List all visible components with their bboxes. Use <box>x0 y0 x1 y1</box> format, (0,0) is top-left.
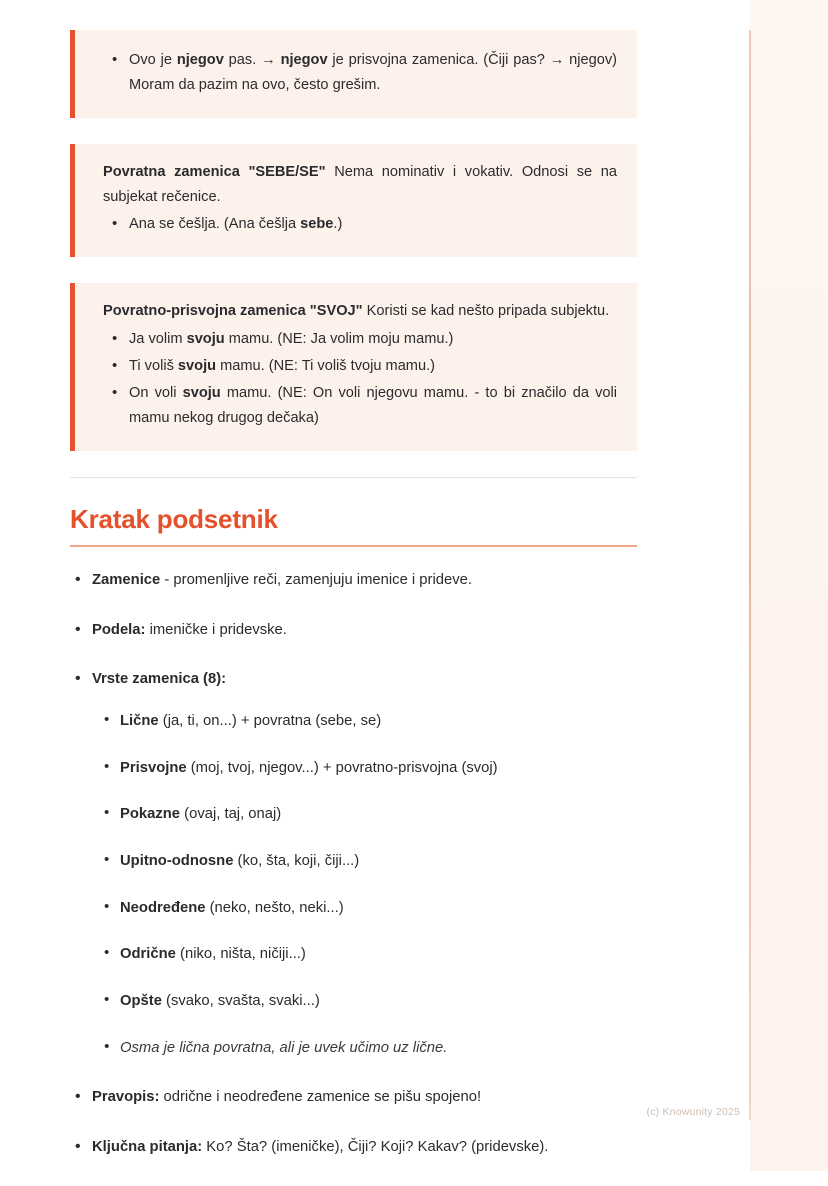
emphasis-text: sebe <box>300 216 334 233</box>
callout-lead-text <box>103 299 617 324</box>
body-text: (niko, ništa, ničiji...) <box>175 946 306 963</box>
emphasis-text: Opšte <box>120 992 162 1009</box>
list-item <box>120 850 670 874</box>
emphasis-text: njegov <box>280 52 328 68</box>
list-item <box>129 354 617 379</box>
callout-list <box>103 327 617 431</box>
emphasis-text: svoju <box>186 330 225 347</box>
body-text: je prisvojna zamenica. (Čiji pas? → njegov) Moram da pazim na ovo, često grešim. <box>129 52 618 94</box>
page-title: Kratak podsetnik <box>70 503 278 534</box>
callout-povratno-prisvojna-zamenica <box>70 283 637 450</box>
body-text: Ja volim <box>129 330 187 347</box>
emphasis-text: Neodređene <box>120 899 206 916</box>
emphasis-text: njegov <box>176 52 224 68</box>
callout-njegov <box>70 30 637 118</box>
list-item-note <box>120 1037 670 1061</box>
body-text: mamu. (NE: Ti voliš tvoju mamu.) <box>216 357 435 374</box>
body-text: .) <box>333 216 343 233</box>
emphasis-text: Prisvojne <box>120 759 187 776</box>
list-item <box>129 48 617 98</box>
emphasis-text: Podela: <box>92 621 146 638</box>
title-underline <box>70 545 637 547</box>
list-item <box>120 943 670 967</box>
body-text: Ana se češlja. (Ana češlja <box>129 216 301 233</box>
copyright-credit: (c) Knowunity 2025 <box>646 1106 740 1118</box>
body-text: (ko, šta, koji, čiji...) <box>233 852 360 869</box>
document-content <box>70 0 670 1186</box>
list-item <box>92 668 670 1060</box>
emphasis-text: Ključna pitanja: <box>92 1139 203 1155</box>
body-text: (ovaj, taj, onaj) <box>180 806 282 823</box>
list-item <box>92 569 670 593</box>
callout-list <box>103 212 617 237</box>
list-item <box>129 327 617 352</box>
emphasis-text: Pokazne <box>120 806 181 823</box>
body-text: (ja, ti, on...) + povratna (sebe, se) <box>158 712 382 729</box>
emphasis-text: Odrične <box>120 946 176 963</box>
emphasis-text: Upitno-odnosne <box>120 852 234 869</box>
page-side-decoration <box>750 0 828 1171</box>
list-item <box>120 897 670 921</box>
list-item <box>129 212 617 237</box>
list-item <box>120 710 670 734</box>
body-text: - promenljive reči, zamenjuju imenice i prideve. <box>160 571 472 588</box>
list-item <box>129 381 617 431</box>
emphasis-text: Povratno-prisvojna zamenica "SVOJ" <box>103 303 363 320</box>
emphasis-text: Zamenice <box>92 571 161 588</box>
callout-povratna-zamenica <box>70 144 637 257</box>
body-text: Ko? Šta? (imeničke), Čiji? Koji? Kakav? (pridevske). <box>202 1139 549 1155</box>
body-text: Ovo je <box>129 52 177 68</box>
emphasis-text: Povratna zamenica "SEBE/SE" <box>103 164 326 181</box>
list-item <box>120 990 670 1014</box>
summary-list <box>70 569 670 1160</box>
body-text: mamu. (NE: On voli njegovu mamu. - to bi značilo da voli mamu nekog drugog dečaka) <box>129 384 617 426</box>
body-text: mamu. (NE: Ja volim moju mamu.) <box>224 330 454 347</box>
body-text: Ti voliš <box>129 357 178 374</box>
list-item <box>120 757 670 781</box>
sub-list <box>92 710 670 1060</box>
list-item <box>120 803 670 827</box>
section-divider <box>70 477 637 478</box>
emphasis-text: svoju <box>182 384 221 401</box>
list-item <box>92 619 670 643</box>
emphasis-text: Lične <box>120 712 159 729</box>
body-text: Koristi se kad nešto pripada subjektu. <box>362 303 610 320</box>
body-text: odrične i neodređene zamenice se pišu spojeno! <box>159 1089 482 1106</box>
body-text: Nema nominativ i vokativ. Odnosi se na subjekat rečenice. <box>103 164 617 206</box>
list-item <box>92 1086 670 1110</box>
body-text: (svako, svašta, svaki...) <box>161 992 320 1009</box>
emphasis-text: Pravopis: <box>92 1089 160 1106</box>
body-text: imeničke i pridevske. <box>145 621 287 638</box>
callout-list <box>103 48 617 98</box>
body-text: pas. → <box>223 52 281 68</box>
list-item <box>92 1136 670 1160</box>
body-text: (moj, tvoj, njegov...) + povratno-prisvojna (svoj) <box>186 759 498 776</box>
emphasis-text: Vrste zamenica (8): <box>92 671 227 688</box>
emphasis-text: svoju <box>177 357 217 374</box>
body-text: Osma je lična povratna, ali je uvek učimo uz lične. <box>120 1039 448 1056</box>
body-text: (neko, nešto, neki...) <box>205 899 344 916</box>
callout-lead-text <box>103 160 617 210</box>
page-side-accent-line <box>749 30 751 1120</box>
callouts-container <box>70 30 670 451</box>
body-text: On voli <box>129 384 183 401</box>
